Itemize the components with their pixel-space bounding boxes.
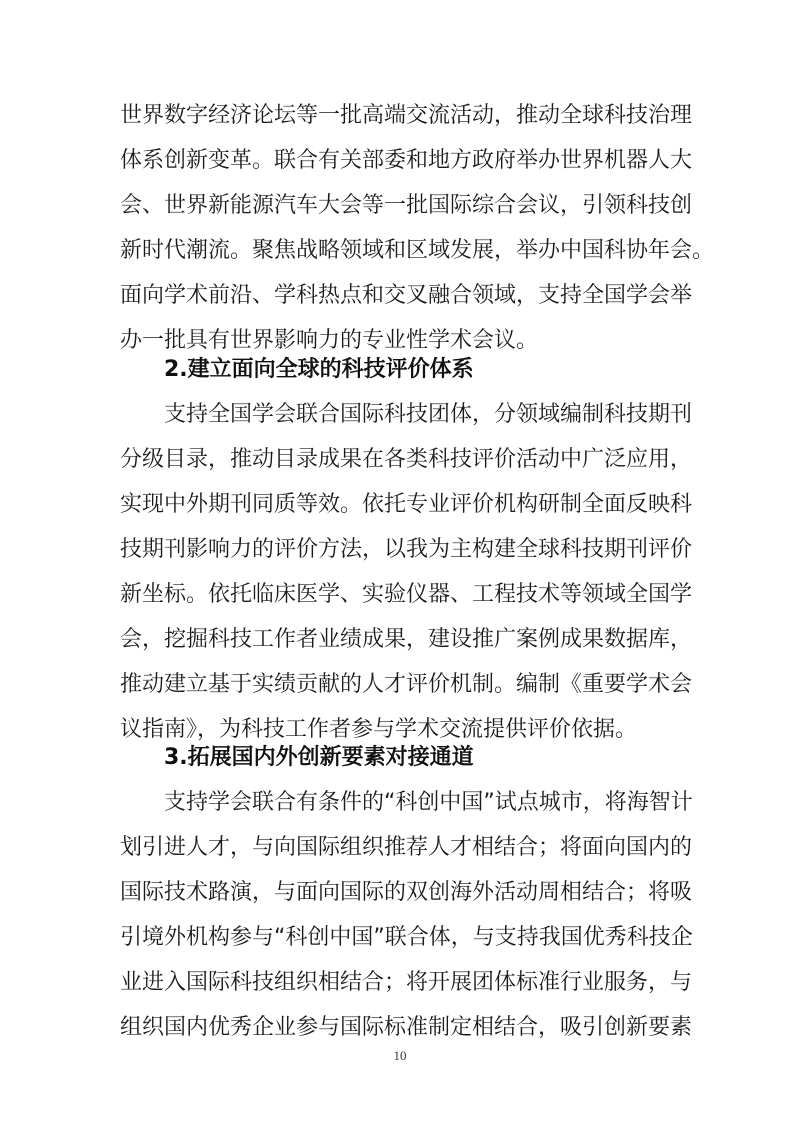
paragraph-line: 会、世界新能源汽车大会等一批国际综合会议，引领科技创 [120,193,693,218]
paragraph-line: 新时代潮流。聚焦战略领域和区域发展，举办中国科协年会。 [120,238,715,263]
paragraph-line: 面向学术前沿、学科热点和交叉融合领域，支持全国学会举 [120,283,693,308]
paragraph-line: 会，挖掘科技工作者业绩成果，建设推广案例成果数据库， [120,627,693,652]
paragraph-line: 技期刊影响力的评价方法，以我为主构建全球科技期刊评价 [120,537,693,562]
paragraph-line: 支持全国学会联合国际科技团体，分领域编制科技期刊 [164,402,693,427]
paragraph-line: 办一批具有世界影响力的专业性学术会议。 [120,328,539,353]
paragraph-line: 划引进人才，与向国际组织推荐人才相结合；将面向国内的 [120,835,693,860]
paragraph-line: 体系创新变革。联合有关部委和地方政府举办世界机器人大 [120,148,693,173]
paragraph-line: 组织国内优秀企业参与国际标准制定相结合，吸引创新要素 [120,1015,693,1040]
paragraph-line: 世界数字经济论坛等一批高端交流活动，推动全球科技治理 [120,103,693,128]
paragraph-line: 引境外机构参与“科创中国”联合体，与支持我国优秀科技企 [120,925,693,950]
section-heading-2: 2.建立面向全球的科技评价体系 [164,357,474,382]
paragraph-line: 分级目录，推动目录成果在各类科技评价活动中广泛应用， [120,447,693,472]
paragraph-line: 议指南》，为科技工作者参与学术交流提供评价依据。 [120,717,638,742]
page-number: 10 [393,1048,407,1063]
paragraph-line: 国际技术路演，与面向国际的双创海外活动周相结合；将吸 [120,880,693,905]
section-heading-3: 3.拓展国内外创新要素对接通道 [164,745,474,770]
paragraph-line: 推动建立基于实绩贡献的人才评价机制。编制《重要学术会 [120,672,693,697]
paragraph-line: 新坐标。依托临床医学、实验仪器、工程技术等领域全国学 [120,582,693,607]
paragraph-line: 实现中外期刊同质等效。依托专业评价机构研制全面反映科 [120,492,693,517]
paragraph-line: 业进入国际科技组织相结合；将开展团体标准行业服务，与 [120,970,693,995]
paragraph-line: 支持学会联合有条件的“科创中国”试点城市，将海智计 [164,790,693,815]
